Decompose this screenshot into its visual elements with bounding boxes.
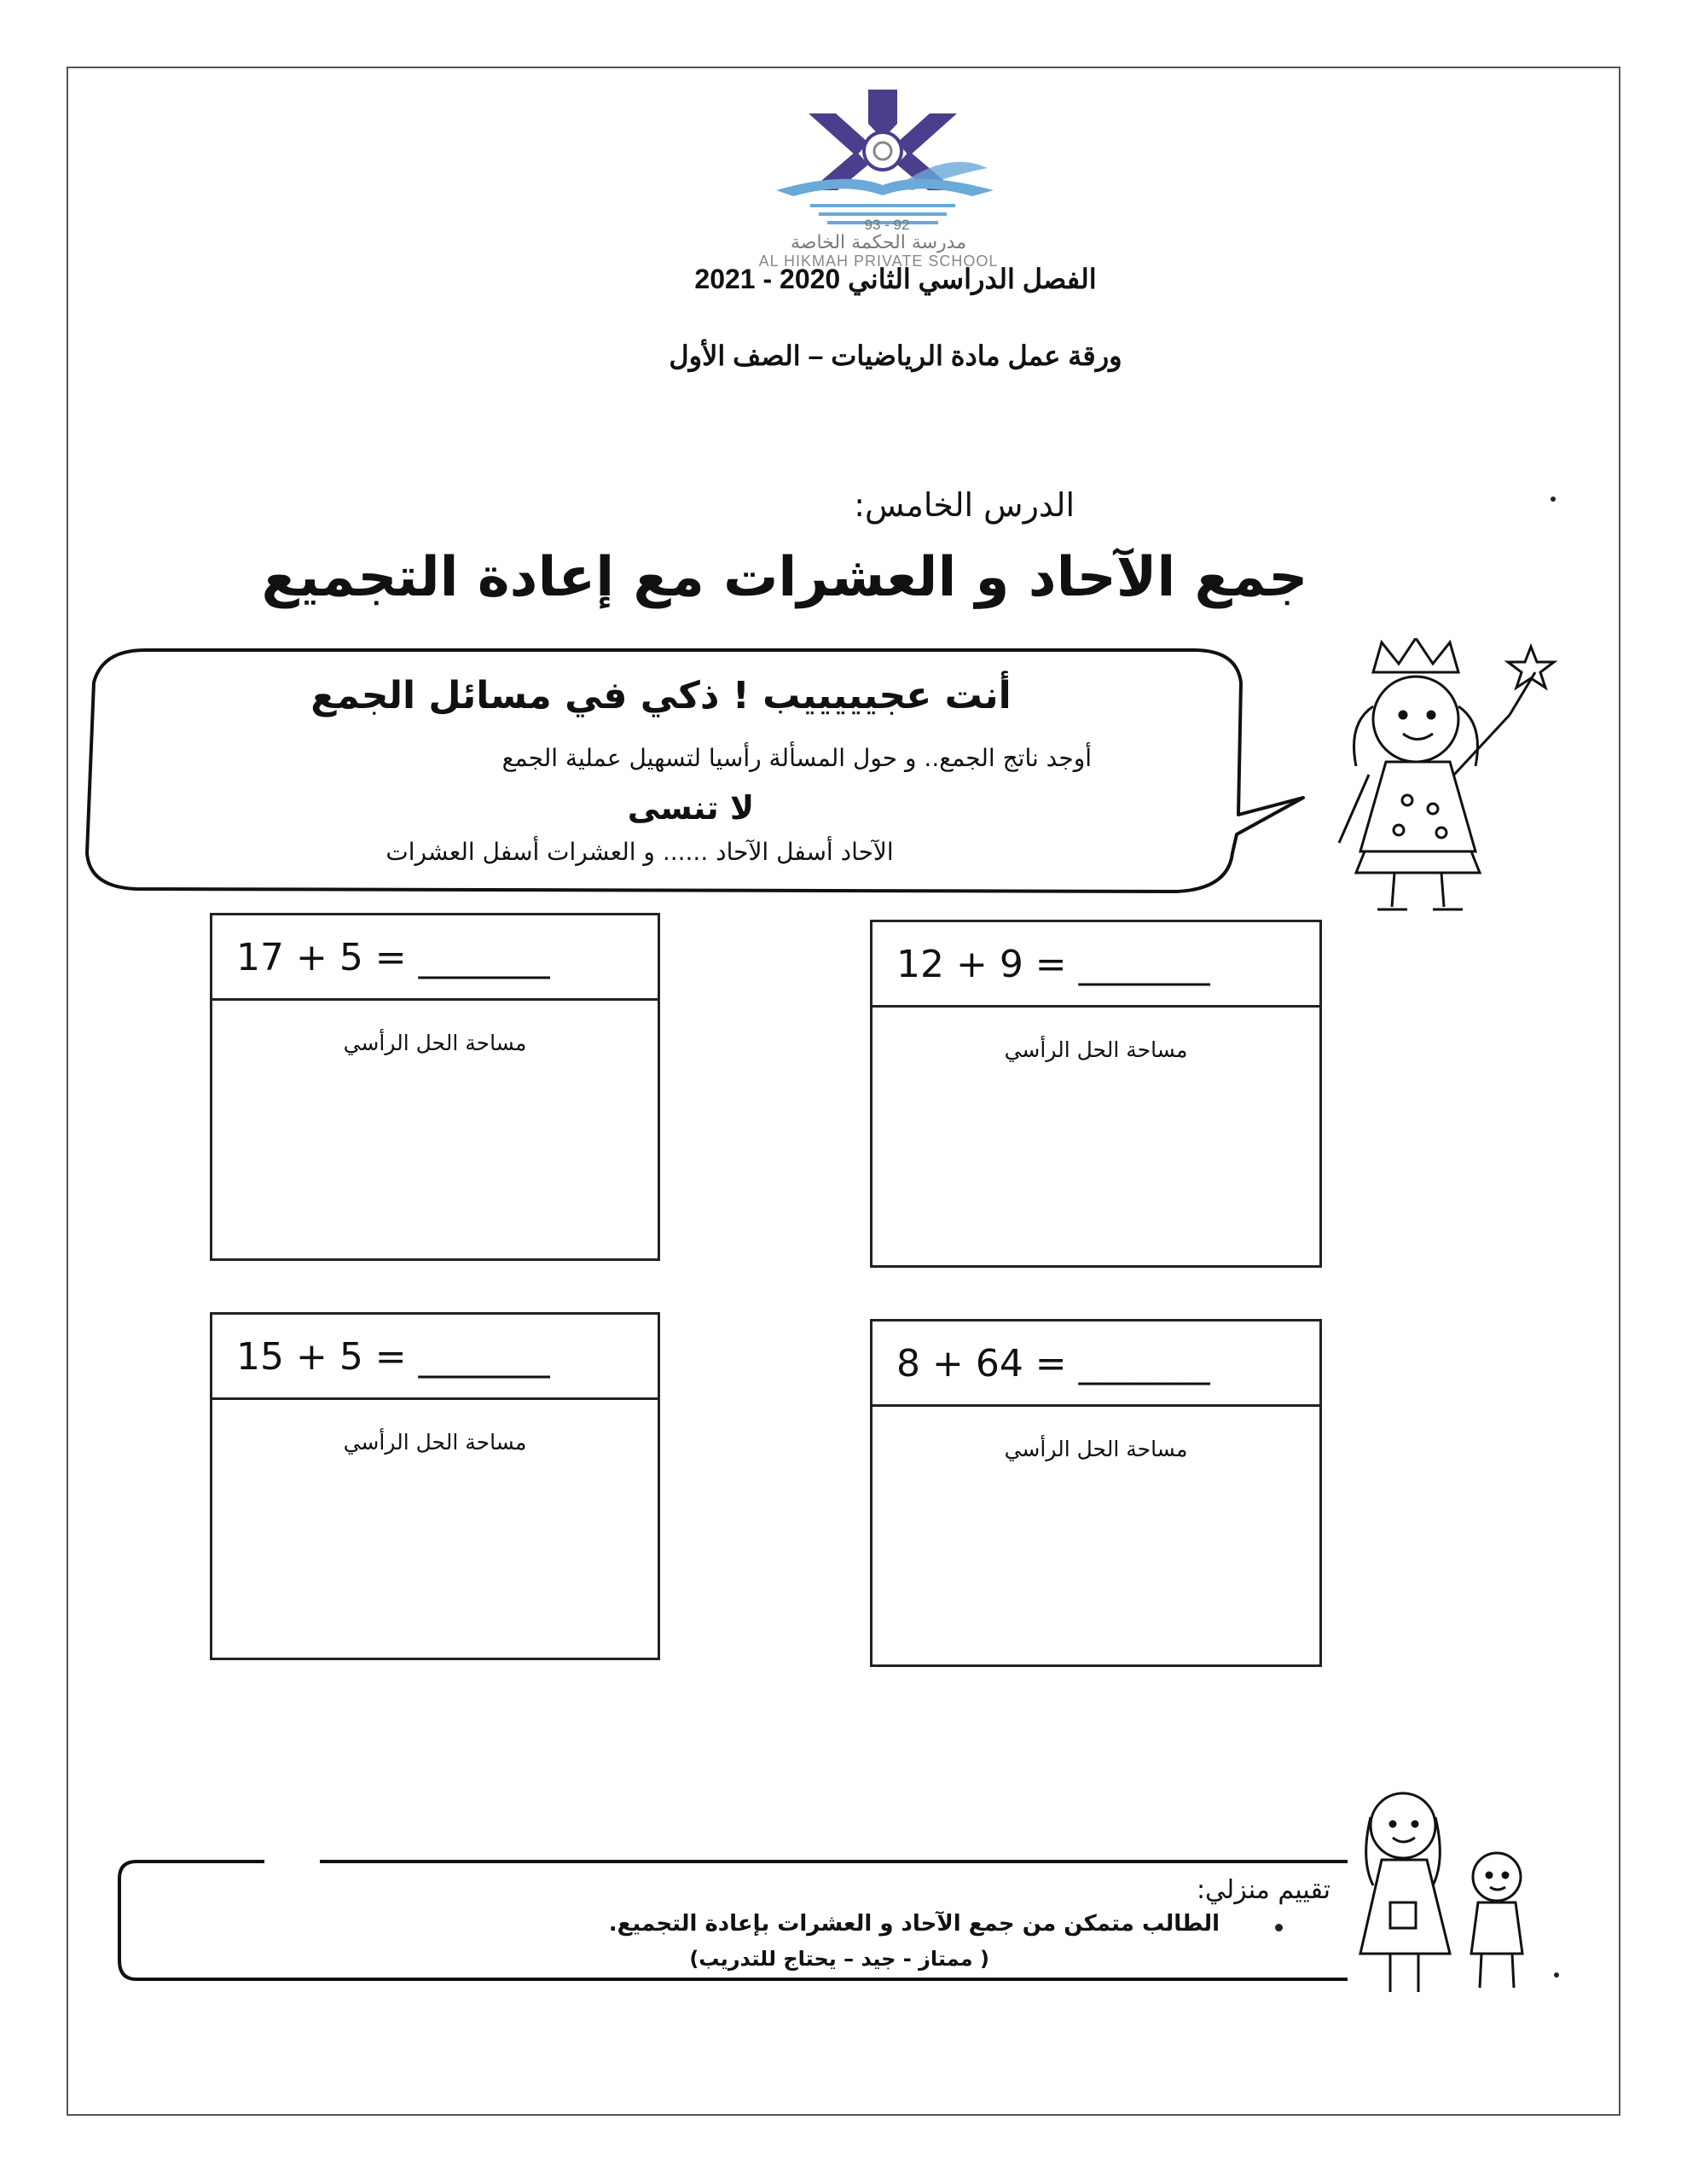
lesson-number: الدرس الخامس:	[854, 486, 1075, 524]
problem-box	[870, 920, 1322, 1268]
work-area-label: مساحة الحل الرأسي	[1004, 1437, 1188, 1461]
problem-box	[870, 1319, 1322, 1667]
equation: 17 + 5 = _______	[212, 915, 658, 1001]
evaluation-scale: ( ممتاز - جيد – يحتاج للتدريب)	[689, 1947, 989, 1971]
evaluation-criterion: الطالب متمكن من جمع الآحاد و العشرات بإعادة التجميع.	[608, 1911, 1220, 1937]
bullet	[1275, 1924, 1283, 1931]
equation: 8 + 64 = _______	[872, 1321, 1319, 1407]
problem-box	[210, 913, 660, 1261]
instruction-line: أوجد ناتج الجمع.. و حول المسألة رأسيا لتسهيل عملية الجمع	[501, 744, 1092, 772]
school-name-english: AL HIKMAH PRIVATE SCHOOL	[758, 253, 999, 270]
children-illustration	[1343, 1783, 1565, 1996]
work-area-label: مساحة الحل الرأسي	[343, 1430, 527, 1455]
school-name-arabic: مدرسة الحكمة الخاصة	[790, 232, 967, 253]
lesson-title: جمع الآحاد و العشرات مع إعادة التجميع	[261, 546, 1308, 609]
princess-girl-illustration	[1313, 638, 1578, 928]
worksheet-title: ورقة عمل مادة الرياضيات – الصف الأول	[669, 340, 1122, 371]
work-area-label: مساحة الحل الرأسي	[1004, 1037, 1188, 1062]
equation: 15 + 5 = _______	[212, 1315, 658, 1400]
praise-text: أنت عجيييييب ! ذكي في مسائل الجمع	[310, 674, 1012, 717]
margin-dot	[1554, 1972, 1559, 1978]
dont-forget-label: لا تنسى	[627, 789, 755, 827]
evaluation-heading: تقييم منزلي:	[1196, 1875, 1330, 1905]
equation: 12 + 9 = _______	[872, 922, 1319, 1008]
problem-box	[210, 1312, 660, 1660]
school-years: 93 - 92	[864, 217, 910, 233]
semester-heading: الفصل الدراسي الثاني 2020 - 2021	[694, 264, 1097, 294]
work-area-label: مساحة الحل الرأسي	[343, 1031, 527, 1055]
instruction-line-alignment: الآحاد أسفل الآحاد ...... و العشرات أسفل العشرات	[386, 838, 894, 866]
